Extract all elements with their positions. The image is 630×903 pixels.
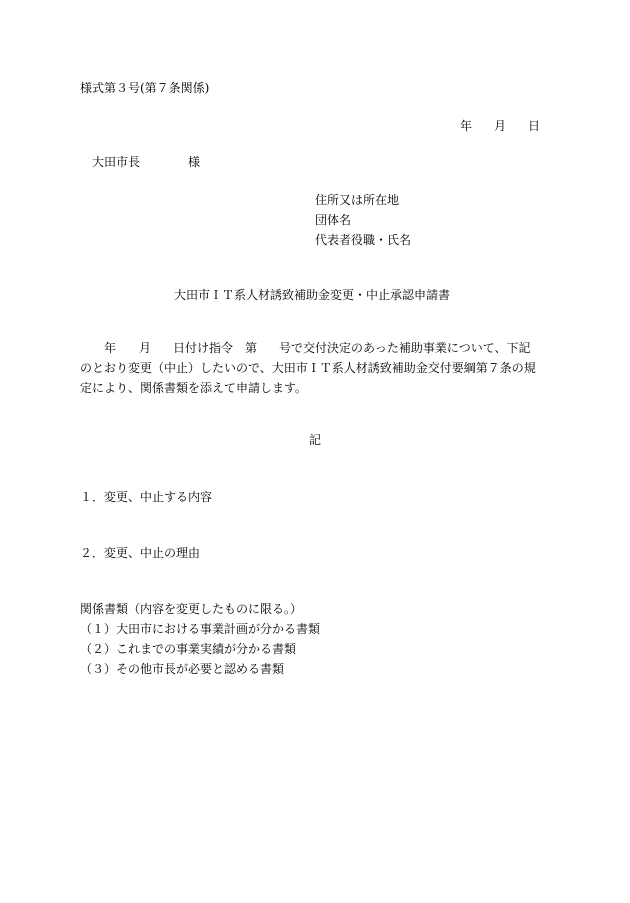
- applicant-address-label: 住所又は所在地: [315, 193, 400, 207]
- applicant-representative-label: 代表者役職・氏名: [315, 233, 412, 247]
- ki-heading: 記: [308, 433, 321, 447]
- body-year-label: 年: [104, 341, 117, 355]
- documents-list-item: （３）その他市長が必要と認める書類: [80, 662, 285, 676]
- body-line-2: のとおり変更（中止）したいので、大田市ＩＴ系人材誘致補助金交付要綱第７条の規: [80, 361, 536, 375]
- document-title: 大田市ＩＴ系人材誘致補助金変更・中止承認申請書: [174, 288, 451, 302]
- documents-list-item: （２）これまでの事業実績が分かる書類: [80, 642, 297, 656]
- date-day-label: 日: [528, 119, 541, 133]
- body-line-1: [80, 338, 548, 358]
- body-text-a: 日付け指令 第: [173, 341, 258, 355]
- body-text-b: 号で交付決定のあった補助事業について、下記: [279, 341, 531, 355]
- body-paragraph: [80, 338, 548, 398]
- body-line-3: 定により、関係書類を添えて申請します。: [80, 381, 308, 395]
- applicant-organization-label: 団体名: [315, 213, 352, 227]
- item-change-content: １．変更、中止する内容: [80, 490, 213, 504]
- addressee-honorific: 様: [188, 155, 201, 169]
- date-month-label: 月: [494, 119, 507, 133]
- body-month-label: 月: [139, 341, 152, 355]
- documents-list-item: （１）大田市における事業計画が分かる書類: [80, 622, 321, 636]
- related-documents: [80, 599, 320, 679]
- documents-heading: 関係書類（内容を変更したものに限る。）: [80, 602, 303, 616]
- addressee-name: 大田市長: [92, 155, 141, 169]
- form-number: 様式第３号(第７条関係): [80, 81, 210, 95]
- applicant-block: [315, 190, 411, 250]
- date-line: [460, 116, 540, 136]
- date-year-label: 年: [460, 119, 473, 133]
- item-change-reason: ２．変更、中止の理由: [80, 546, 201, 560]
- addressee: [92, 152, 200, 172]
